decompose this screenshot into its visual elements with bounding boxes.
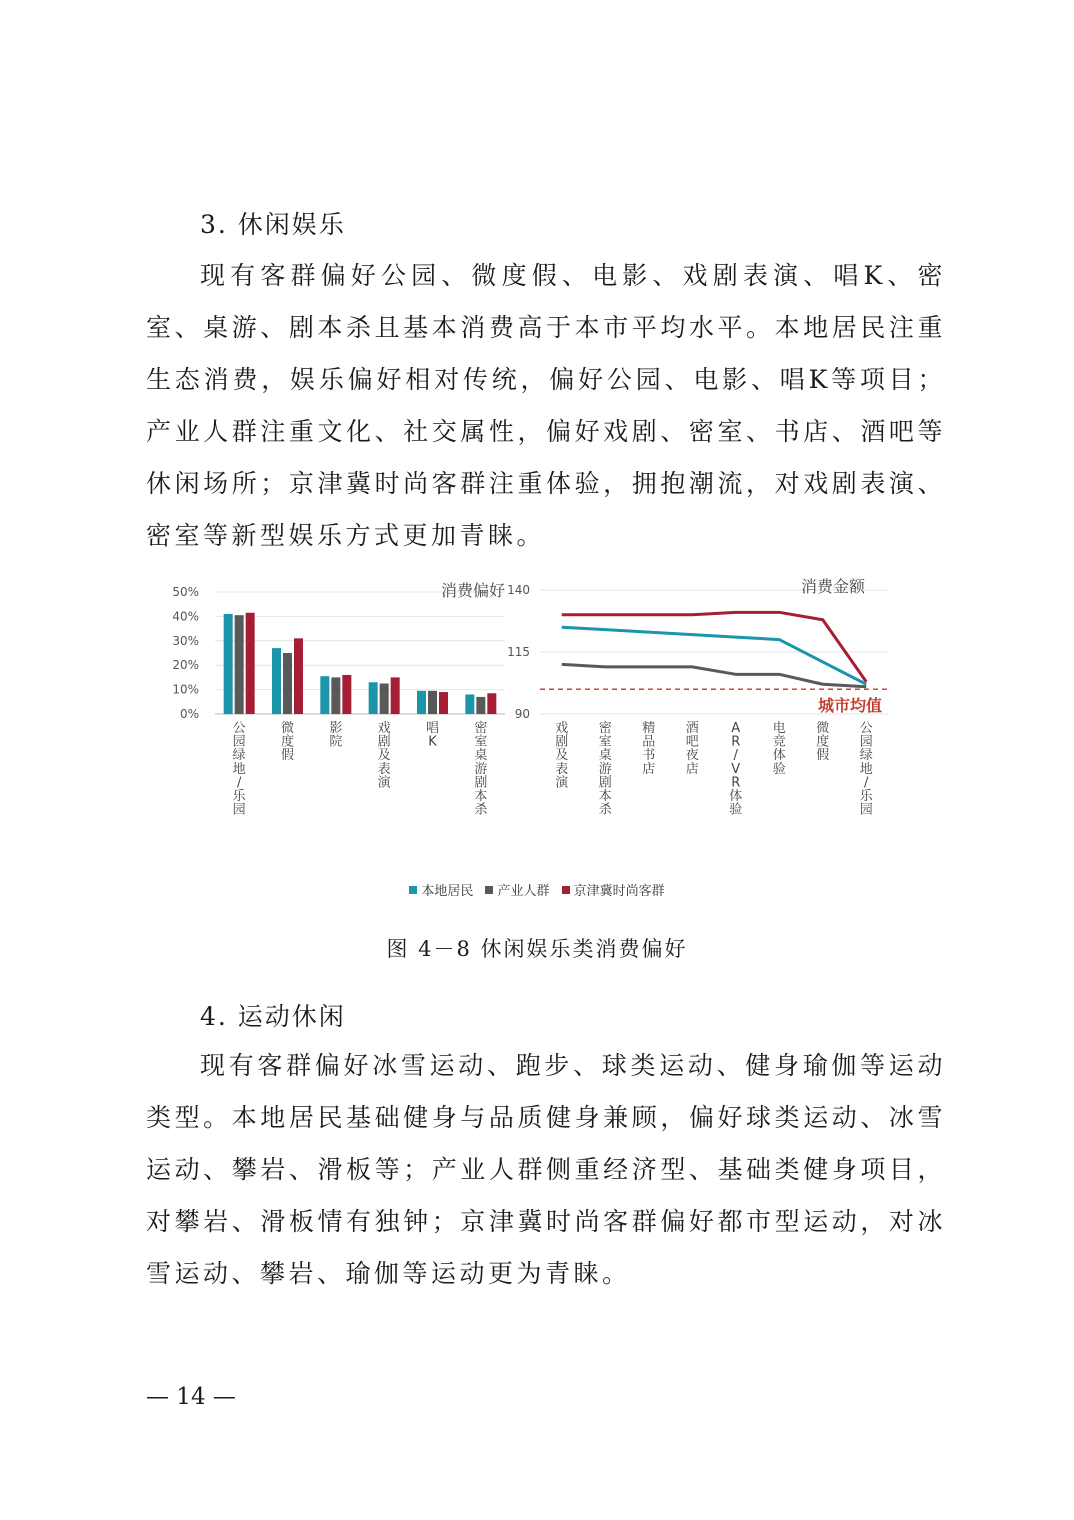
line-x-tick-label: 酒吧夜店 [685, 721, 699, 777]
bar-0 [272, 648, 281, 714]
bar-y-tick-label: 20% [172, 658, 199, 673]
bar-y-tick-label: 0% [179, 707, 199, 721]
line-y-tick-label: 90 [514, 707, 530, 721]
legend-label-industry: 产业人群 [497, 884, 550, 899]
legend-item-industry [485, 880, 549, 899]
consumption-chart [160, 572, 900, 872]
bar-1 [380, 684, 389, 715]
legend-swatch-industry [485, 886, 493, 894]
section4-paragraph: 现有客群偏好冰雪运动、跑步、球类运动、健身瑜伽等运动类型。本地居民基础健身与品质健身兼顾，偏好球类运动、冰雪运动、攀岩、滑板等；产业人群侧重经济型、基础类健身项目，对攀岩、滑板情有独钟；京津冀时尚客群偏好都市型运动，对冰雪运动、攀岩、瑜伽等运动更为青睐。 [146, 1051, 946, 1288]
line-x-tick-label: 微度假 [816, 721, 830, 764]
bar-2 [342, 675, 351, 714]
section4-heading: 4. 运动休闲 [200, 1002, 346, 1031]
section3-paragraph: 现有客群偏好公园、微度假、电影、戏剧表演、唱K、密室、桌游、剧本杀且基本消费高于本市平均水平。本地居民注重生态消费，娱乐偏好相对传统，偏好公园、电影、唱K等项目；产业人群注重文化、社交属性，偏好戏剧、密室、书店、酒吧等休闲场所；京津冀时尚客群注重体验，拥抱潮流，对戏剧表演、密室等新型娱乐方式更加青睐。 [146, 261, 946, 550]
bar-0 [417, 691, 426, 714]
bar-y-tick-label: 40% [172, 609, 199, 624]
preference-bar-chart [172, 581, 505, 818]
section3-heading: 3. 休闲娱乐 [200, 210, 346, 239]
figure-caption: 图 4－8 休闲娱乐类消费偏好 [386, 937, 688, 961]
line-x-tick-label: 精品书店 [642, 721, 656, 777]
bar-x-tick-label: 微度假 [280, 721, 295, 764]
bar-1 [283, 653, 292, 714]
line-x-tick-label: 密室桌游剧本杀 [598, 721, 612, 818]
bar-2 [391, 677, 400, 714]
bar-2 [439, 692, 448, 714]
chart-legend [0, 880, 1074, 899]
bar-2 [294, 638, 303, 714]
bar-1 [428, 691, 437, 714]
bar-x-tick-label: 公园绿地/乐园 [232, 721, 246, 818]
bar-y-tick-label: 10% [172, 682, 199, 697]
bar-2 [487, 693, 496, 714]
bar-0 [465, 694, 474, 714]
legend-swatch-local [409, 886, 417, 894]
bar-x-tick-label: 密室桌游剧本杀 [474, 721, 488, 818]
legend-label-fashion: 京津冀时尚客群 [573, 884, 665, 899]
line-y-tick-label: 115 [507, 645, 530, 659]
bar-2 [246, 613, 255, 714]
series-line-0 [562, 627, 867, 684]
line-x-tick-label: 电竞体验 [772, 721, 786, 777]
bar-1 [331, 677, 340, 714]
bar-1 [235, 615, 244, 714]
line-x-tick-label: 戏剧及表演 [555, 721, 569, 791]
bar-0 [369, 682, 378, 714]
bar-y-tick-label: 30% [172, 633, 199, 648]
bar-x-tick-label: 唱 K [425, 721, 440, 750]
page-number: — 14 — [146, 1384, 236, 1410]
bar-chart-title: 消费偏好 [440, 581, 505, 600]
bar-0 [320, 676, 329, 714]
line-chart-title: 消费金额 [800, 577, 865, 596]
legend-item-local [409, 880, 473, 899]
legend-swatch-fashion [562, 886, 570, 894]
bar-x-tick-label: 影院 [329, 721, 343, 750]
legend-label-local: 本地居民 [421, 884, 474, 899]
bar-1 [476, 697, 485, 714]
line-x-tick-label: A R / V R 体验 [729, 721, 743, 818]
spending-line-chart [507, 577, 888, 818]
series-line-1 [562, 664, 867, 686]
line-x-tick-label: 公园绿地/乐园 [859, 721, 873, 818]
city-average-label: 城市均值 [817, 696, 882, 716]
bar-x-tick-label: 戏剧及表演 [377, 721, 391, 791]
bar-y-tick-label: 50% [172, 585, 199, 599]
line-y-tick-label: 140 [507, 583, 530, 597]
legend-item-fashion [562, 880, 665, 899]
bar-0 [224, 614, 233, 714]
